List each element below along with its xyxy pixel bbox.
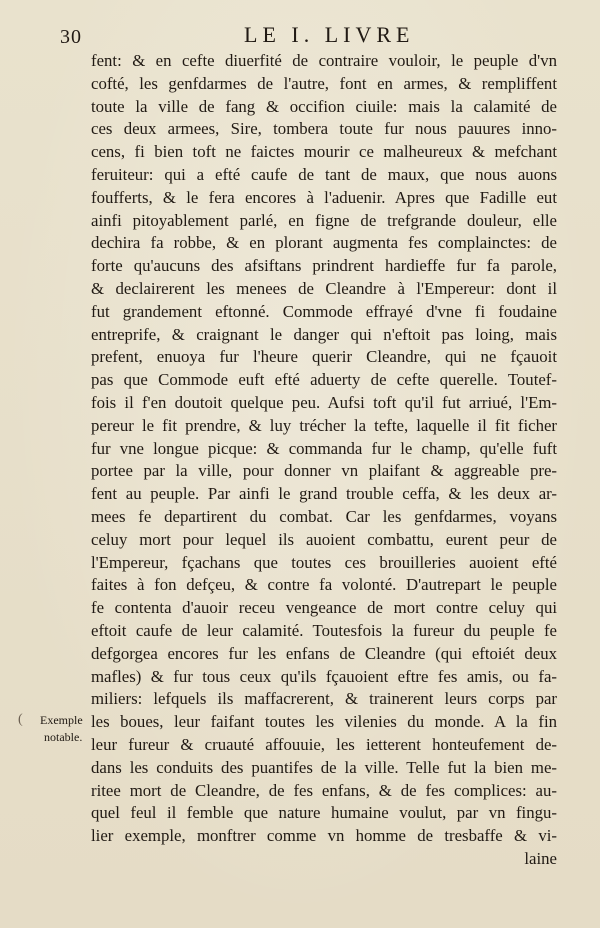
text-line: & declairerent les menees de Cleandre à l'Empereur: dont il — [91, 278, 557, 298]
margin-note-line: notable. — [44, 730, 83, 744]
text-line: foufferts, & le fera encores à l'aduenir. Apres que Fadille eut — [91, 187, 557, 207]
text-line: fe contenta d'auoir receu vengeance de mort contre celuy qui — [91, 598, 557, 618]
page-number: 30 — [60, 26, 82, 48]
text-line: miliers: lefquels ils maffacrerent, & trainerent leurs corps par — [91, 689, 557, 709]
text-line: pas que Commode euft efté aduerty de cefte querelle. Toutef- — [91, 370, 557, 390]
text-line: entreprife, & craignant le danger qui n'eftoit pas loing, mais — [91, 324, 557, 344]
text-line: fent au peuple. Par ainfi le grand trouble ceffa, & les deux ar- — [91, 484, 557, 504]
catchword: laine — [524, 848, 557, 868]
text-line: fut grandement eftonné. Commode effrayé d'vne fi foudaine — [91, 301, 557, 321]
text-line: mafles) & fur tous ceux qu'ils fçauoient eftre fes amis, ou fa- — [91, 666, 557, 686]
text-line: l'Empereur, fçachans que toutes ces brouilleries auoient efté — [91, 552, 557, 572]
text-line: cens, fi bien toft ne faictes mourir ce malheureux & mefchant — [91, 142, 557, 162]
text-line: quel feul il femble que nature humaine voulut, par vn fingu- — [91, 803, 557, 823]
text-line: forte qu'aucuns des afsiftans prindrent hardieffe fur fa parole, — [91, 256, 557, 276]
body-text — [91, 50, 557, 871]
text-line: ainfi pitoyablement parlé, en figne de trefgrande douleur, elle — [91, 210, 557, 230]
text-line: fent: & en cefte diuerfité de contraire vouloir, le peuple d'vn — [91, 51, 557, 70]
text-line: defgorgea encores fur les enfans de Cleandre (qui eftoiét deux — [91, 643, 557, 663]
text-line: celuy mort pour lequel ils auoient combattu, eurent peur de — [91, 529, 557, 549]
text-line: lier exemple, monftrer comme vn homme de tresbaffe & vi- — [91, 826, 557, 846]
text-line: toute la ville de fang & occifion ciuile: mais la calamité de — [91, 96, 557, 116]
text-line: dechira fa robbe, & en plorant augmenta fes complainctes: de — [91, 233, 557, 253]
text-line: mees fe departirent du combat. Car les genfdarmes, voyans — [91, 506, 557, 526]
text-line: leur fureur & cruauté affouuie, les ietterent honteufement de- — [91, 734, 557, 754]
text-line: pereur le fit prendre, & luy trécher la tefte, laquelle il fit ficher — [91, 415, 557, 435]
margin-note — [40, 712, 83, 746]
text-line: cofté, les genfdarmes de l'autre, font en armes, & rempliffent — [91, 73, 557, 93]
text-line: les boues, leur faifant toutes les vilenies du monde. A la fin — [91, 712, 557, 732]
running-head: LE I. LIVRE — [244, 22, 415, 47]
text-line: fois il f'en doutoit quelque peu. Aufsi toft qu'il fut arriué, l'Em- — [91, 392, 557, 412]
text-line: faites à fon defçeu, & contre fa volonté. D'autrepart le peuple — [91, 575, 557, 595]
text-line: eftoit caufe de leur calamité. Toutesfois la fureur du peuple fe — [91, 620, 557, 640]
text-line: fur vne longue picque: & commanda fur le champ, qu'elle fuft — [91, 438, 557, 458]
text-line: feruiteur: qui a efté caufe de tant de maux, que nous auons — [91, 164, 557, 184]
margin-note-line: Exemple — [40, 713, 83, 727]
margin-bracket: ( — [18, 712, 23, 727]
text-line: dans les conduits des puantifes de la ville. Telle fut la bien me- — [91, 757, 557, 777]
text-line: prefent, enuoya fur l'heure querir Cleandre, qui ne fçauoit — [91, 347, 557, 367]
text-line: portee par la ville, pour donner vn plaifant & aggreable pre- — [91, 461, 557, 481]
text-line: ritee mort de Cleandre, de fes enfans, & de fes complices: au- — [91, 780, 557, 800]
text-line: ces deux armees, Sire, tombera toute fur nous pauures inno- — [91, 119, 557, 139]
